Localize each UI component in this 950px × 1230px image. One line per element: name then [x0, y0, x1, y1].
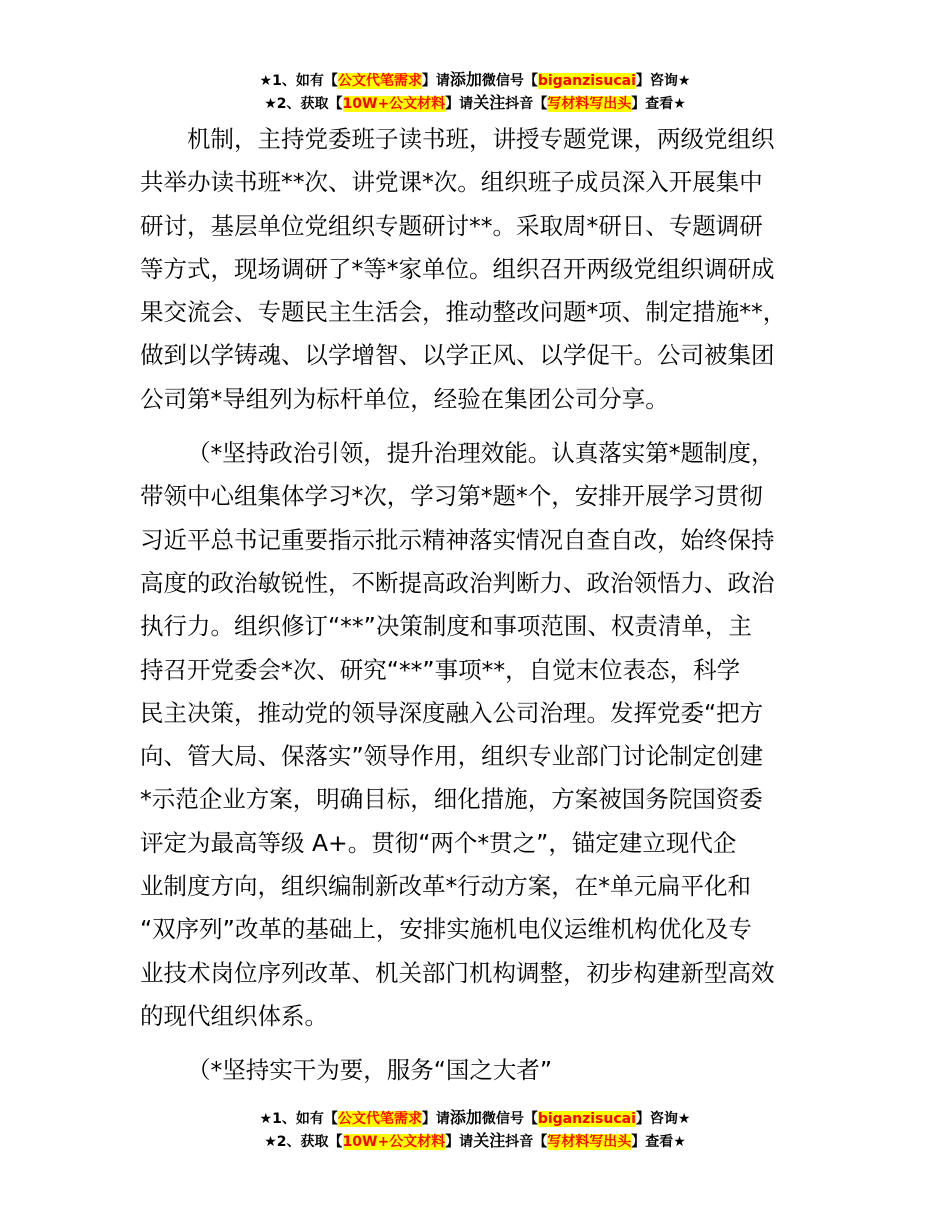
text-line: 评定为最高等级 A+。贯彻“两个*贯之”，锚定建立现代企: [140, 828, 737, 857]
text-line: “双序列”改革的基础上，安排实施机电仪运维机构优化及专: [140, 915, 752, 944]
highlight-service: 公文代笔需求: [337, 1111, 422, 1127]
header-banner: [0, 69, 950, 115]
banner-text: ★1、如有【: [259, 73, 338, 89]
banner-emphasis: 添加: [449, 1108, 482, 1127]
document-body: [140, 118, 840, 1104]
text-line: （*坚持实干为要，服务“国之大者”: [187, 1056, 553, 1085]
text-line: 做到以学铸魂、以学增智、以学正风、以学促干。公司被集团: [140, 341, 775, 370]
banner-text: 】请: [445, 96, 474, 112]
text-line: 高度的政治敏锐性，不断提高政治判断力、政治领悟力、政治: [140, 568, 775, 597]
text-line: 公司第*导组列为标杆单位，经验在集团公司分享。: [140, 384, 669, 413]
banner-line-2: [0, 92, 950, 115]
banner-line-1: [0, 1107, 950, 1130]
highlight-service: 公文代笔需求: [337, 73, 422, 89]
text-line: 的现代组织体系。: [140, 1001, 328, 1030]
highlight-douyin-account: 写材料写出头: [547, 1134, 632, 1150]
banner-text: 】查看★: [631, 1134, 686, 1150]
banner-text: 抖音【: [505, 1134, 548, 1150]
text-line: 持召开党委会*次、研究“**”事项**，自觉末位表态，科学: [140, 655, 741, 684]
text-line: 果交流会、专题民主生活会，推动整改问题*项、制定措施**，: [140, 298, 787, 327]
text-line: 等方式，现场调研了*等*家单位。组织召开两级党组织调研成: [140, 254, 775, 283]
paragraph-1: [140, 118, 840, 421]
highlight-materials: 10W+公文材料: [342, 1134, 446, 1150]
banner-line-1: [0, 69, 950, 92]
banner-emphasis: 添加: [449, 70, 482, 89]
text-line: （*坚持政治引领，提升治理效能。认真落实第*题制度，: [187, 439, 775, 468]
banner-text: 】咨询★: [635, 1111, 691, 1127]
text-line: 研讨，基层单位党组织专题研讨**。采取周*研日、专题调研: [140, 211, 763, 240]
banner-emphasis: 关注: [473, 1131, 506, 1150]
text-line: 共举办读书班**次、讲党课*次。组织班子成员深入开展集中: [140, 168, 763, 197]
text-line: 向、管大局、保落实”领导作用，组织专业部门讨论制定创建: [140, 742, 764, 771]
banner-text: ★1、如有【: [259, 1111, 338, 1127]
banner-text: 】请: [445, 1134, 474, 1150]
highlight-wechat-id: biganzisucai: [537, 73, 636, 89]
banner-text: ★2、获取【: [264, 1134, 343, 1150]
banner-text: 抖音【: [505, 96, 548, 112]
text-line: 业技术岗位序列改革、机关部门机构调整，初步构建新型高效: [140, 958, 775, 987]
text-line: 民主决策，推动党的领导深度融入公司治理。发挥党委“把方: [140, 698, 764, 727]
banner-text: 】请: [421, 73, 450, 89]
banner-text: 】查看★: [631, 96, 686, 112]
highlight-wechat-id: biganzisucai: [537, 1111, 636, 1127]
banner-text: 】咨询★: [635, 73, 691, 89]
banner-text: 】请: [421, 1111, 450, 1127]
banner-line-2: [0, 1130, 950, 1153]
banner-text: 微信号【: [481, 1111, 538, 1127]
text-line: 习近平总书记重要指示批示精神落实情况自查自改，始终保持: [140, 525, 775, 554]
banner-emphasis: 关注: [473, 93, 506, 112]
banner-text: ★2、获取【: [264, 96, 343, 112]
text-line: 机制，主持党委班子读书班，讲授专题党课，两级党组织: [187, 125, 775, 153]
text-line: *示范企业方案，明确目标，细化措施，方案被国务院国资委: [140, 785, 763, 814]
text-line: 执行力。组织修订“**”决策制度和事项范围、权责清单，主: [140, 612, 752, 641]
banner-text: 微信号【: [481, 73, 538, 89]
text-line: 带领中心组集体学习*次，学习第*题*个，安排开展学习贯彻: [140, 482, 763, 511]
highlight-douyin-account: 写材料写出头: [547, 96, 632, 112]
paragraph-3: [140, 1049, 840, 1092]
footer-banner: [0, 1107, 950, 1153]
text-line: 业制度方向，组织编制新改革*行动方案，在*单元扁平化和: [140, 872, 751, 901]
paragraph-2: [140, 432, 840, 1038]
highlight-materials: 10W+公文材料: [342, 96, 446, 112]
